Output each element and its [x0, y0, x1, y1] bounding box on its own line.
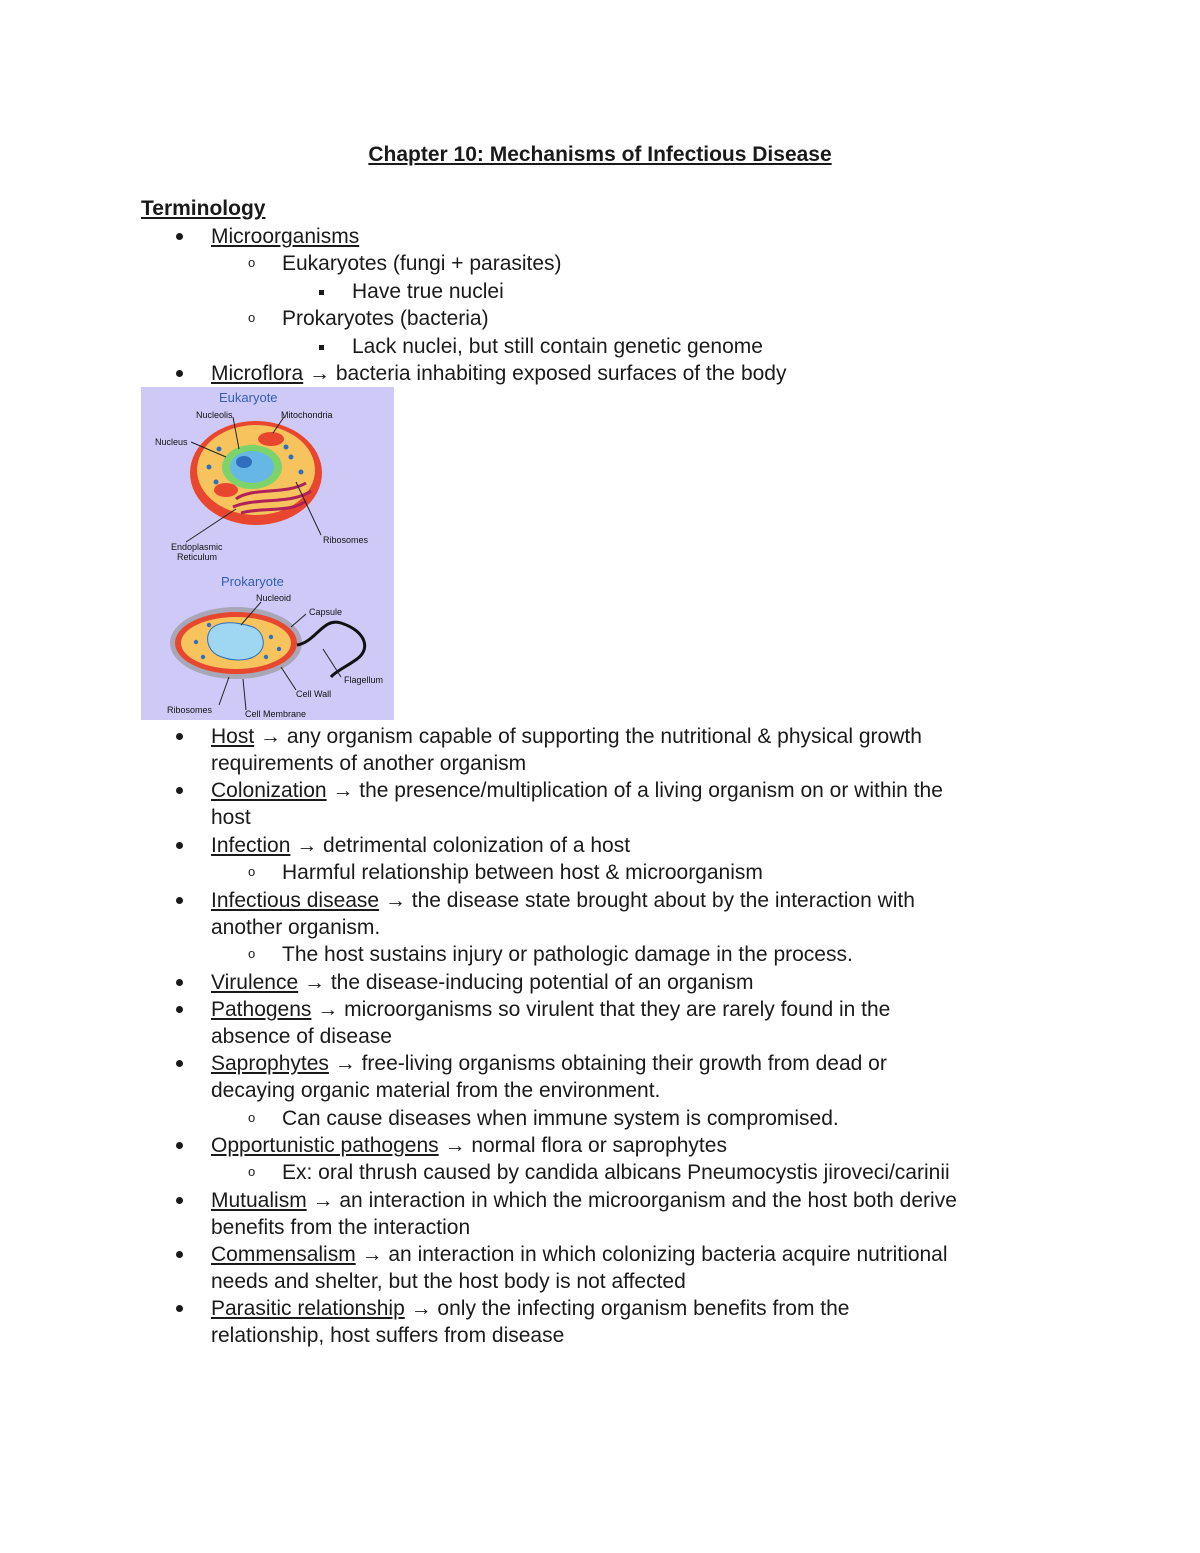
- square-bullet-icon: [319, 290, 324, 295]
- def-commensalism: → an interaction in which colonizing bacteria acquire nutritional: [355, 1243, 948, 1266]
- label-nucleolis: Nucleolis: [196, 410, 233, 420]
- item-pathogens-cont: absence of disease: [211, 1025, 392, 1048]
- def-saprophytes: → free-living organisms obtaining their growth from dead or: [328, 1052, 887, 1075]
- bullet-icon: [176, 787, 183, 794]
- bullet-icon: [176, 370, 183, 377]
- bullet-icon: [176, 233, 183, 240]
- term-microorganisms: Microorganisms: [211, 225, 360, 248]
- bullet-icon: [176, 1197, 183, 1204]
- circle-bullet-icon: o: [248, 310, 256, 325]
- item-mutualism: [211, 1187, 957, 1214]
- label-cell-membrane: Cell Membrane: [245, 709, 307, 719]
- term-opportunistic: Opportunistic pathogens: [211, 1134, 439, 1157]
- label-flagellum: Flagellum: [344, 675, 384, 685]
- term-saprophytes: Saprophytes: [211, 1052, 329, 1075]
- circle-bullet-icon: o: [248, 1164, 256, 1179]
- item-pathogens: [211, 996, 890, 1023]
- term-virulence: Virulence: [211, 971, 299, 994]
- label-capsule: Capsule: [309, 607, 343, 617]
- bullet-icon: [176, 1305, 183, 1312]
- term-infection: Infection: [211, 834, 291, 857]
- item-virulence: [211, 969, 753, 996]
- bullet-icon: [176, 1006, 183, 1013]
- item-infectious-disease-sub: The host sustains injury or pathologic damage in the process.: [282, 943, 853, 966]
- def-mutualism: → an interaction in which the microorganism and the host both derive: [306, 1189, 957, 1212]
- bullet-icon: [176, 1060, 183, 1067]
- item-saprophytes: [211, 1050, 887, 1077]
- item-parasitic-cont: relationship, host suffers from disease: [211, 1324, 565, 1347]
- section-heading-terminology: Terminology: [141, 197, 266, 220]
- term-infectious-disease: Infectious disease: [211, 889, 380, 912]
- def-infectious-disease: → the disease state brought about by the interaction with: [379, 889, 915, 912]
- circle-bullet-icon: o: [248, 946, 256, 961]
- square-bullet-icon: [319, 345, 324, 350]
- item-infection-sub: Harmful relationship between host & microorganism: [282, 861, 763, 884]
- def-virulence: → the disease-inducing potential of an organism: [298, 971, 754, 994]
- bullet-icon: [176, 979, 183, 986]
- def-host: → any organism capable of supporting the nutritional & physical growth: [254, 725, 922, 748]
- def-infection: → detrimental colonization of a host: [290, 834, 631, 857]
- item-eukaryotes-detail: Have true nuclei: [352, 280, 504, 303]
- document-title: Chapter 10: Mechanisms of Infectious Disease: [368, 143, 832, 166]
- bullet-icon: [176, 733, 183, 740]
- label-mitochondria: Mitochondria: [281, 410, 333, 420]
- circle-bullet-icon: o: [248, 255, 256, 270]
- item-infection: [211, 832, 630, 859]
- term-colonization: Colonization: [211, 779, 327, 802]
- label-reticulum: Reticulum: [177, 552, 218, 562]
- cell-diagram-image: [141, 387, 394, 720]
- term-parasitic: Parasitic relationship: [211, 1297, 405, 1320]
- item-eukaryotes: Eukaryotes (fungi + parasites): [282, 252, 562, 275]
- item-prokaryotes-detail: Lack nuclei, but still contain genetic genome: [352, 335, 763, 358]
- term-mutualism: Mutualism: [211, 1189, 307, 1212]
- circle-bullet-icon: o: [248, 864, 256, 879]
- def-pathogens: → microorganisms so virulent that they are rarely found in the: [311, 998, 891, 1021]
- bullet-icon: [176, 842, 183, 849]
- eukaryote-title: Eukaryote: [219, 390, 278, 405]
- item-parasitic: [211, 1295, 850, 1322]
- label-endoplasmic: Endoplasmic: [171, 542, 223, 552]
- def-parasitic: → only the infecting organism benefits from the: [404, 1297, 850, 1320]
- label-nucleus: Nucleus: [155, 437, 188, 447]
- cell-diagram: [141, 387, 394, 720]
- item-infectious-disease-cont: another organism.: [211, 916, 381, 939]
- item-microflora: [211, 360, 787, 387]
- prokaryote-title: Prokaryote: [221, 574, 284, 589]
- bullet-icon: [176, 1251, 183, 1258]
- item-opportunistic: [211, 1132, 727, 1159]
- def-opportunistic: → normal flora or saprophytes: [438, 1134, 727, 1157]
- def-microflora: → bacteria inhabiting exposed surfaces of the body: [303, 362, 787, 385]
- item-host-cont: requirements of another organism: [211, 752, 527, 775]
- item-colonization-cont: host: [211, 806, 251, 829]
- circle-bullet-icon: o: [248, 1110, 256, 1125]
- item-commensalism: [211, 1241, 948, 1268]
- item-saprophytes-cont: decaying organic material from the environment.: [211, 1079, 661, 1102]
- def-colonization: → the presence/multiplication of a living organism on or within the: [326, 779, 943, 802]
- bullet-icon: [176, 897, 183, 904]
- bullet-icon: [176, 1142, 183, 1149]
- item-commensalism-cont: needs and shelter, but the host body is not affected: [211, 1270, 686, 1293]
- term-pathogens: Pathogens: [211, 998, 312, 1021]
- label-ribosomes-eukaryote: Ribosomes: [323, 535, 369, 545]
- item-host: [211, 723, 922, 750]
- item-mutualism-cont: benefits from the interaction: [211, 1216, 471, 1239]
- label-nucleoid: Nucleoid: [256, 593, 292, 603]
- label-ribosomes-prokaryote: Ribosomes: [167, 705, 213, 715]
- term-microflora: Microflora: [211, 362, 304, 385]
- item-opportunistic-sub: Ex: oral thrush caused by candida albicans Pneumocystis jiroveci/carinii: [282, 1161, 950, 1184]
- item-saprophytes-sub: Can cause diseases when immune system is compromised.: [282, 1107, 839, 1130]
- item-colonization: [211, 777, 943, 804]
- term-commensalism: Commensalism: [211, 1243, 356, 1266]
- item-infectious-disease: [211, 887, 915, 914]
- item-prokaryotes: Prokaryotes (bacteria): [282, 307, 489, 330]
- label-cell-wall: Cell Wall: [296, 689, 332, 699]
- term-host: Host: [211, 725, 255, 748]
